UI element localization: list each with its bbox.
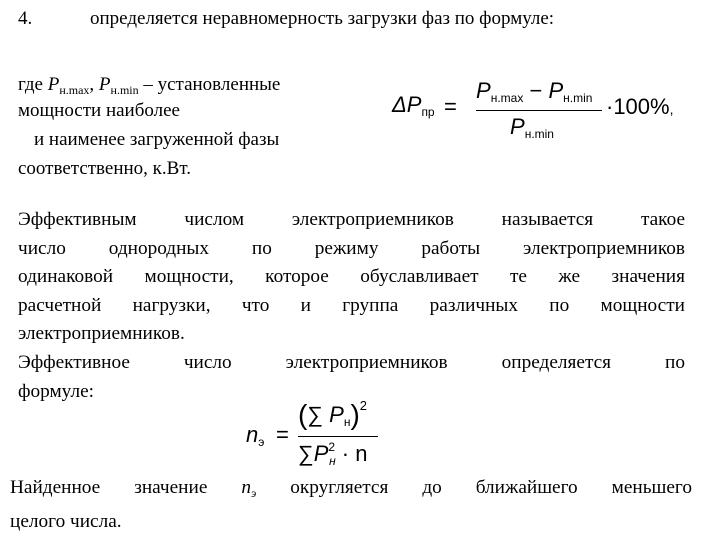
where-line-2: мощности наиболее [18,100,180,121]
ne-symbol: n [241,477,251,498]
pmax-sub: н.max [59,83,90,97]
final-line-2: целого числа. [10,510,122,532]
formula2-equals: = [276,422,289,447]
where-line-3: и наименее загруженной фазы [34,129,280,150]
formula2-fraction-bar [298,436,378,437]
paragraph-effective-number-definition [18,206,685,349]
where-lead: где [18,74,43,95]
item-heading: определяется неравномерность загрузки фаз по формуле: [90,8,555,29]
formula2-numerator: (∑ $P_н)^2$ [298,398,368,430]
item-number: 4. [18,8,33,29]
para2-line: формуле: [18,380,95,402]
formula1-denominator: $P_{н.min}$ [510,114,554,141]
pmin-symbol: P [98,74,111,95]
formula1-lhs: $\Delta P_{пр}$ [392,92,435,119]
formula1-equals: = [444,94,457,119]
where-dash-text: – установленные [143,74,281,95]
formula-unevenness [392,76,692,156]
sigma-icon: ∑ [307,402,324,427]
para2-line: Эффективное число электроприемников определяется по [18,352,685,373]
para1-line: расчетной нагрузки, что и группа различных по мощности [18,294,685,316]
para1-line: одинаковой мощности, которое обуславливает те же значения [18,266,685,287]
formula1-times-100: ·100%, [606,94,674,119]
formula1-numerator: $P_{н.max} - P_{н.min}$ [476,78,593,105]
where-comma: , [89,74,95,95]
formula2-denominator: $\sum P^2_н \cdot n$ [298,440,368,468]
where-line-4: соответственно, к.Вт. [18,158,191,179]
paragraph-rounding [10,474,692,536]
formula2-lhs: $n_э$ [246,422,265,449]
final-line-1: Найденное значение $n_э$ округляется до ближайшего меньшего [10,477,692,500]
formula1-fraction-bar [476,110,602,111]
pmin-sub: н.min [110,83,139,97]
para1-line: Эффективным числом электроприемников называется такое [18,209,685,230]
pmax-symbol: P [47,74,60,95]
para1-line: электроприемников. [18,323,185,344]
para1-line: число однородных по режиму работы электроприемников [18,237,685,259]
formula-effective-number [246,392,406,470]
